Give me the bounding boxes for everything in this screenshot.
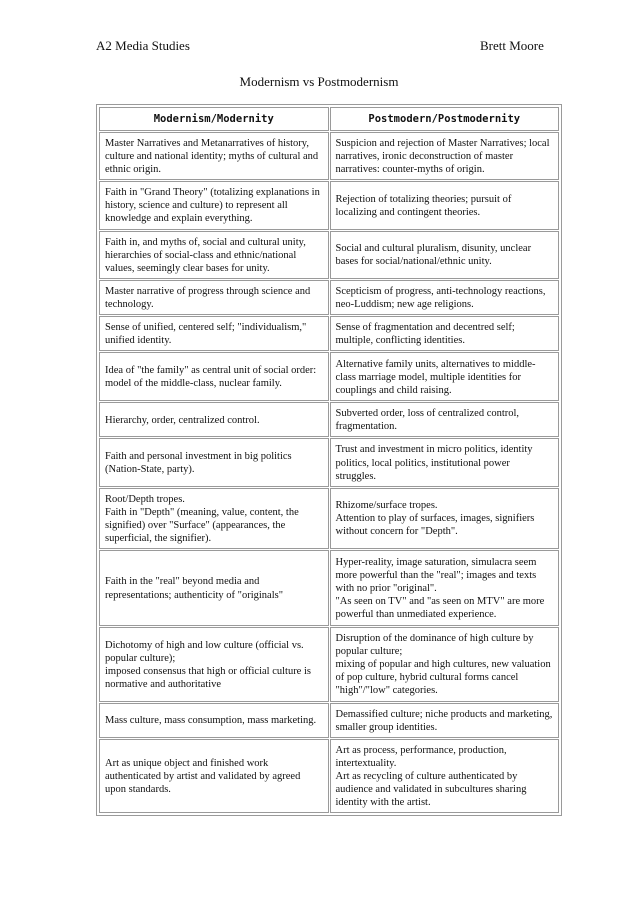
cell-modernism: Faith and personal investment in big politics (Nation-State, party). bbox=[99, 438, 329, 486]
cell-modernism: Faith in the "real" beyond media and representations; authenticity of "originals" bbox=[99, 550, 329, 626]
cell-postmodernism: Art as process, performance, production, intertextuality. Art as recycling of culture authenticated by audience and validated in subcultures sharing identity with the artist. bbox=[330, 739, 560, 813]
cell-postmodernism: Scepticism of progress, anti-technology reactions, neo-Luddism; new age religions. bbox=[330, 280, 560, 315]
table-row bbox=[99, 402, 559, 437]
page-title: Modernism vs Postmodernism bbox=[239, 74, 399, 89]
header-course: A2 Media Studies bbox=[96, 38, 190, 53]
table-body bbox=[99, 132, 559, 813]
cell-modernism: Dichotomy of high and low culture (official vs. popular culture); imposed consensus that high or official culture is normative and authoritative bbox=[99, 627, 329, 701]
header-author: Brett Moore bbox=[480, 38, 544, 53]
comparison-table bbox=[98, 106, 560, 814]
cell-postmodernism: Alternative family units, alternatives to middle-class marriage model, multiple identities for couplings and child raising. bbox=[330, 352, 560, 401]
table-row bbox=[99, 352, 559, 401]
cell-postmodernism: Subverted order, loss of centralized control, fragmentation. bbox=[330, 402, 560, 437]
table-row bbox=[99, 316, 559, 351]
cell-postmodernism: Demassified culture; niche products and marketing, smaller group identities. bbox=[330, 703, 560, 738]
table-row bbox=[99, 231, 559, 279]
cell-modernism: Faith in "Grand Theory" (totalizing explanations in history, science and culture) to represent all knowledge and explain everything. bbox=[99, 181, 329, 229]
table-row bbox=[99, 739, 559, 813]
cell-postmodernism: Sense of fragmentation and decentred self; multiple, conflicting identities. bbox=[330, 316, 560, 351]
table-row bbox=[99, 438, 559, 486]
table-row bbox=[99, 488, 559, 549]
table-header-row bbox=[99, 107, 559, 131]
cell-postmodernism: Rejection of totalizing theories; pursuit of localizing and contingent theories. bbox=[330, 181, 560, 229]
cell-modernism: Art as unique object and finished work authenticated by artist and validated by agreed upon standards. bbox=[99, 739, 329, 813]
table-row bbox=[99, 181, 559, 229]
cell-modernism: Master narrative of progress through science and technology. bbox=[99, 280, 329, 315]
comparison-table-frame bbox=[96, 104, 562, 816]
table-row bbox=[99, 627, 559, 701]
column-header-modernism: Modernism/Modernity bbox=[99, 107, 329, 131]
cell-postmodernism: Social and cultural pluralism, disunity, unclear bases for social/national/ethnic unity. bbox=[330, 231, 560, 279]
cell-modernism: Sense of unified, centered self; "individualism," unified identity. bbox=[99, 316, 329, 351]
cell-modernism: Idea of "the family" as central unit of social order: model of the middle-class, nuclear family. bbox=[99, 352, 329, 401]
cell-postmodernism: Disruption of the dominance of high culture by popular culture; mixing of popular and high cultures, new valuation of pop culture, hybrid cultural forms cancel "high"/"low" categories. bbox=[330, 627, 560, 701]
cell-modernism: Master Narratives and Metanarratives of history, culture and national identity; myths of cultural and ethnic origin. bbox=[99, 132, 329, 180]
cell-modernism: Hierarchy, order, centralized control. bbox=[99, 402, 329, 437]
table-row bbox=[99, 132, 559, 180]
cell-modernism: Root/Depth tropes. Faith in "Depth" (meaning, value, content, the signified) over "Surface" (appearances, the superficial, the signifier). bbox=[99, 488, 329, 549]
cell-postmodernism: Rhizome/surface tropes. Attention to play of surfaces, images, signifiers without concern for "Depth". bbox=[330, 488, 560, 549]
table-row bbox=[99, 280, 559, 315]
cell-modernism: Faith in, and myths of, social and cultural unity, hierarchies of social-class and ethnic/national values, seemingly clear bases for unity. bbox=[99, 231, 329, 279]
cell-postmodernism: Trust and investment in micro politics, identity politics, local politics, institutional power struggles. bbox=[330, 438, 560, 486]
cell-modernism: Mass culture, mass consumption, mass marketing. bbox=[99, 703, 329, 738]
table-row bbox=[99, 703, 559, 738]
column-header-postmodernism: Postmodern/Postmodernity bbox=[330, 107, 560, 131]
cell-postmodernism: Hyper-reality, image saturation, simulacra seem more powerful than the "real"; images and texts with no prior "original". "As seen on TV" and "as seen on MTV" are more powerful than unmediated experience. bbox=[330, 550, 560, 626]
cell-postmodernism: Suspicion and rejection of Master Narratives; local narratives, ironic deconstruction of master narratives: counter-myths of origin. bbox=[330, 132, 560, 180]
table-row bbox=[99, 550, 559, 626]
